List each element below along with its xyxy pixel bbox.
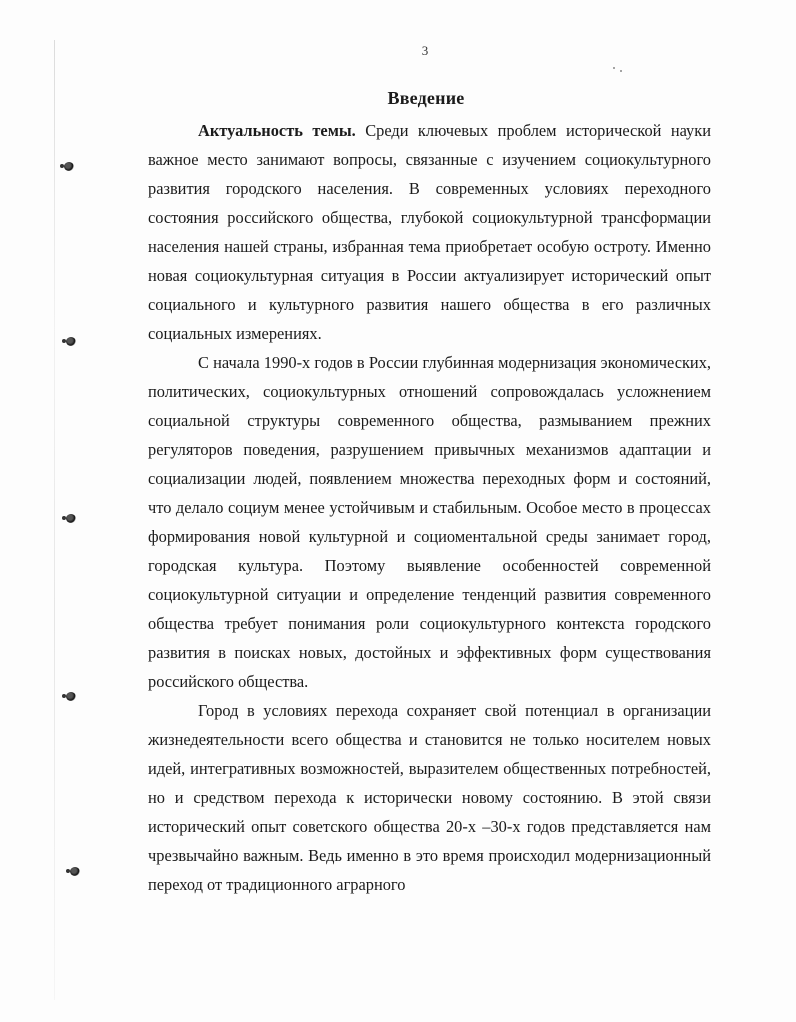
binding-hole-mark: [70, 867, 80, 876]
binding-hole-mark: [64, 162, 74, 171]
paragraph-city: [148, 696, 711, 899]
scan-speck: [620, 70, 622, 72]
paragraph-modernization: [148, 348, 711, 696]
binding-hole-mark: [66, 692, 76, 701]
paragraph-text: Город в условиях перехода сохраняет свой потенциал в организации жизнедеятельности всего общества и становится не только носителем новых идей, интегративных возможностей, выразителем общественных потребностей, но и средством перехода к исторически новому состоянию. В этой связи исторический опыт советского общества 20-х –30-х годов представляется нам чрезвычайно важным. Ведь именно в это время происходил модернизационный переход от традиционного аграрного: [148, 701, 711, 894]
paragraph-relevance: [148, 116, 711, 348]
binding-hole-mark: [66, 514, 76, 523]
binding-hole-mark: [66, 337, 76, 346]
paragraph-text: Среди ключевых проблем исторической науки важное место занимают вопросы, связанные с изучением социокультурного развития городского населения. В современных условиях переходного состояния российского общества, глубокой социокультурной трансформации населения нашей страны, избранная тема приобретает особую остроту. Именно новая социокультурная ситуация в России актуализирует исторический опыт социального и культурного развития нашего общества в его различных социальных измерениях.: [148, 121, 711, 343]
scan-edge-line: [54, 40, 55, 1000]
body-text: [148, 116, 711, 899]
paragraph-lead: Актуальность темы.: [198, 121, 356, 140]
page-number: 3: [421, 43, 429, 58]
scan-speck: [613, 67, 615, 69]
page-title: Введение: [387, 88, 465, 108]
paragraph-text: С начала 1990-х годов в России глубинная модернизация экономических, политических, социокультурных отношений сопровождалась усложнением социальной структуры современного общества, размыванием прежних регуляторов поведения, разрушением привычных механизмов адаптации и социализации людей, появлением множества переходных форм и состояний, что делало социум менее устойчивым и стабильным. Особое место в процессах формирования новой культурной и социоментальной среды занимает город, городская культура. Поэтому выявление особенностей современной социокультурной ситуации и определение тенденций развития современного общества требует понимания роли социокультурного контекста городского развития в поисках новых, достойных и эффективных форм существования российского общества.: [148, 353, 711, 691]
